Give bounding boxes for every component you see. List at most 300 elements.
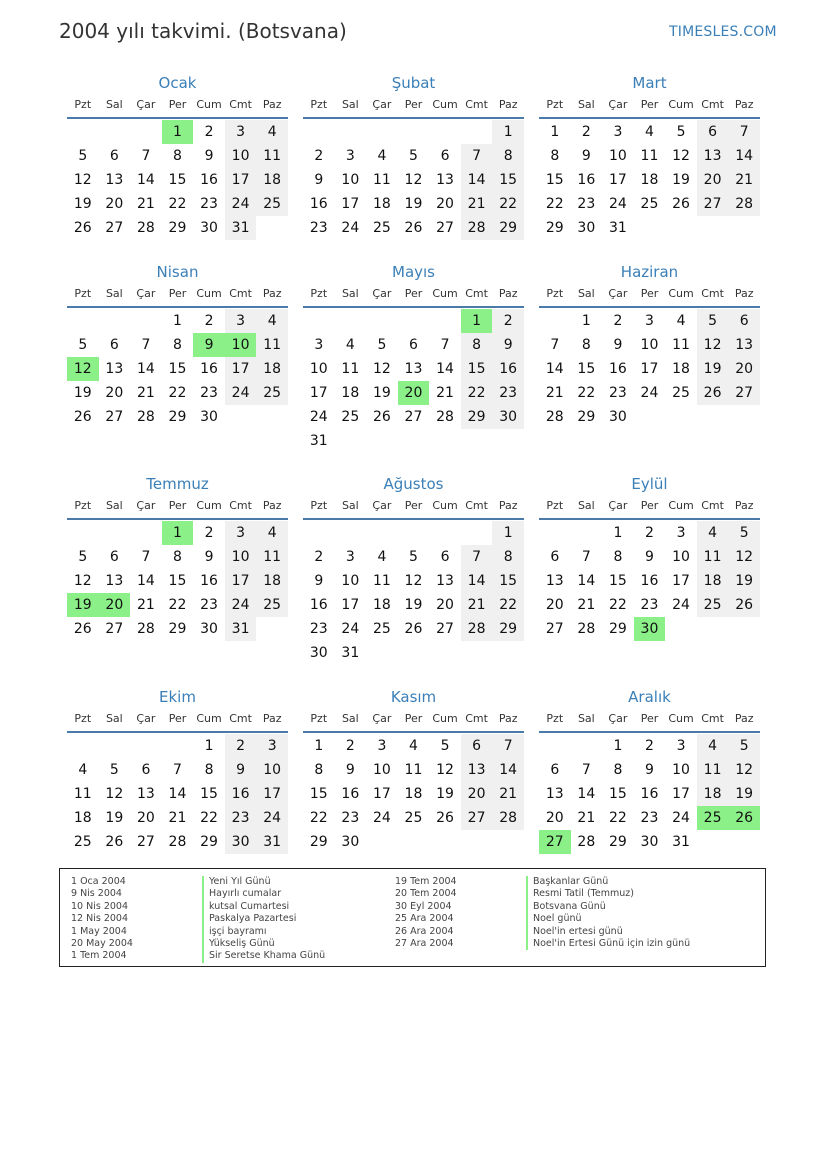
day-cell: 7 <box>550 337 560 353</box>
day-cell: 6 <box>141 762 151 778</box>
weekday-label: Pzt <box>74 98 92 111</box>
weekday-label: Çar <box>136 287 156 300</box>
day-cell: 7 <box>141 148 151 164</box>
day-cell: 4 <box>697 521 729 545</box>
day-cell: 6 <box>550 549 560 565</box>
day-cell: 18 <box>256 168 288 192</box>
day-cell: 2 <box>225 734 257 758</box>
month-block <box>67 262 288 429</box>
legend-holiday-name: Noel'in Ertesi Günü için izin günü <box>526 938 690 950</box>
weekday-label: Pzt <box>310 287 328 300</box>
empty-cell <box>429 120 461 144</box>
day-cell: 3 <box>613 124 623 140</box>
empty-cell <box>303 521 335 545</box>
day-grid <box>303 734 524 854</box>
day-cell: 28 <box>136 621 155 637</box>
day-cell: 22 <box>608 810 627 826</box>
day-cell: 20 <box>461 782 493 806</box>
weekday-header <box>539 709 760 733</box>
weekday-label: Çar <box>608 499 628 512</box>
day-cell: 30 <box>200 220 218 236</box>
day-cell: 27 <box>105 409 124 425</box>
day-cell: 14 <box>461 168 493 192</box>
holiday-day-cell: 10 <box>225 333 257 357</box>
day-cell: 9 <box>581 148 591 164</box>
day-cell: 4 <box>256 309 288 333</box>
weekday-header <box>303 284 524 308</box>
weekday-header <box>67 496 288 520</box>
day-cell: 5 <box>78 549 88 565</box>
day-cell: 30 <box>492 405 524 429</box>
day-cell: 9 <box>314 573 324 589</box>
day-cell: 26 <box>73 621 92 637</box>
month-name: Aralık <box>628 688 671 706</box>
day-cell: 24 <box>256 806 288 830</box>
day-cell: 16 <box>225 782 257 806</box>
day-cell: 2 <box>204 313 214 329</box>
day-cell: 30 <box>577 220 596 236</box>
holiday-day-cell: 20 <box>99 593 131 617</box>
day-cell: 10 <box>225 144 257 168</box>
day-cell: 22 <box>492 593 524 617</box>
weekday-label: Cum <box>432 287 458 300</box>
day-cell: 11 <box>697 545 729 569</box>
day-cell: 2 <box>204 124 214 140</box>
day-cell: 27 <box>728 381 760 405</box>
weekday-label: Paz <box>734 98 754 111</box>
day-cell: 29 <box>168 621 187 637</box>
day-cell: 30 <box>200 409 218 425</box>
month-name: Ocak <box>158 74 197 92</box>
day-cell: 27 <box>436 220 454 236</box>
day-cell: 28 <box>577 834 596 850</box>
weekday-label: Sal <box>105 287 123 300</box>
holiday-day-cell: 30 <box>634 617 666 641</box>
day-cell: 28 <box>728 192 760 216</box>
day-cell: 4 <box>409 738 418 754</box>
day-cell: 7 <box>461 144 493 168</box>
day-cell: 27 <box>461 806 493 830</box>
day-grid <box>303 120 524 240</box>
month-name: Ağustos <box>383 475 444 493</box>
day-cell: 8 <box>492 545 524 569</box>
day-cell: 14 <box>136 361 155 377</box>
day-cell: 30 <box>309 645 328 661</box>
day-cell: 19 <box>436 786 454 802</box>
weekday-label: Çar <box>136 712 156 725</box>
weekday-label: Çar <box>608 287 628 300</box>
day-cell: 5 <box>728 521 760 545</box>
day-cell: 21 <box>577 597 596 613</box>
day-cell: 9 <box>645 762 654 778</box>
day-cell: 19 <box>672 172 690 188</box>
day-cell: 12 <box>105 786 124 802</box>
day-cell: 28 <box>492 806 524 830</box>
legend-date: 30 Eyl 2004 <box>395 900 452 912</box>
day-cell: 9 <box>492 333 524 357</box>
day-cell: 23 <box>200 196 218 212</box>
day-cell: 11 <box>256 545 288 569</box>
day-cell: 7 <box>173 762 182 778</box>
empty-cell <box>99 521 131 545</box>
day-cell: 29 <box>492 216 524 240</box>
weekday-label: Paz <box>498 287 518 300</box>
day-cell: 12 <box>404 573 423 589</box>
day-cell: 3 <box>345 549 355 565</box>
weekday-label: Per <box>640 712 659 725</box>
day-cell: 15 <box>608 786 627 802</box>
day-cell: 21 <box>136 597 155 613</box>
empty-cell <box>539 309 571 333</box>
weekday-header <box>539 496 760 520</box>
day-cell: 7 <box>440 337 450 353</box>
day-cell: 21 <box>168 810 187 826</box>
day-cell: 11 <box>640 148 659 164</box>
day-cell: 13 <box>461 758 493 782</box>
day-cell: 10 <box>608 148 627 164</box>
holiday-day-cell: 27 <box>539 830 571 854</box>
day-cell: 15 <box>309 786 328 802</box>
day-cell: 5 <box>78 148 88 164</box>
weekday-label: Cum <box>668 712 694 725</box>
legend-date: 1 Tem 2004 <box>71 950 127 962</box>
day-cell: 29 <box>200 834 218 850</box>
day-cell: 29 <box>577 409 596 425</box>
day-cell: 24 <box>341 220 360 236</box>
day-cell: 13 <box>545 573 564 589</box>
day-cell: 20 <box>136 810 155 826</box>
day-cell: 15 <box>168 573 187 589</box>
day-cell: 15 <box>608 573 627 589</box>
weekday-header <box>67 95 288 119</box>
weekday-label: Çar <box>372 98 392 111</box>
day-cell: 28 <box>168 834 187 850</box>
day-cell: 20 <box>105 196 124 212</box>
weekday-header <box>539 284 760 308</box>
day-cell: 17 <box>372 786 391 802</box>
page-title: 2004 yılı takvimi. (Botsvana) <box>59 19 347 43</box>
day-cell: 20 <box>105 385 124 401</box>
month-name: Ekim <box>159 688 196 706</box>
day-cell: 11 <box>372 573 391 589</box>
day-cell: 9 <box>345 762 355 778</box>
day-cell: 28 <box>136 220 155 236</box>
day-cell: 9 <box>204 148 214 164</box>
weekday-label: Pzt <box>310 98 328 111</box>
day-cell: 30 <box>200 621 218 637</box>
day-cell: 5 <box>377 337 387 353</box>
empty-cell <box>398 309 430 333</box>
day-cell: 27 <box>105 220 124 236</box>
day-cell: 12 <box>728 758 760 782</box>
day-cell: 19 <box>372 385 391 401</box>
day-cell: 13 <box>728 333 760 357</box>
day-cell: 19 <box>728 569 760 593</box>
month-name: Temmuz <box>146 475 209 493</box>
legend-names-left <box>202 876 325 963</box>
day-cell: 18 <box>256 569 288 593</box>
day-cell: 14 <box>492 758 524 782</box>
day-cell: 31 <box>256 830 288 854</box>
weekday-label: Cum <box>668 499 694 512</box>
day-cell: 8 <box>550 148 560 164</box>
day-cell: 23 <box>640 810 659 826</box>
day-cell: 4 <box>377 549 387 565</box>
day-cell: 11 <box>372 172 391 188</box>
weekday-label: Paz <box>262 499 282 512</box>
day-cell: 1 <box>613 525 623 541</box>
empty-cell <box>571 734 603 758</box>
weekday-label: Cum <box>196 712 222 725</box>
day-cell: 10 <box>372 762 391 778</box>
day-cell: 18 <box>73 810 92 826</box>
day-cell: 11 <box>256 144 288 168</box>
day-cell: 14 <box>136 172 155 188</box>
empty-cell <box>398 120 430 144</box>
day-cell: 13 <box>697 144 729 168</box>
legend-date: 25 Ara 2004 <box>395 913 454 925</box>
day-cell: 25 <box>697 593 729 617</box>
empty-cell <box>99 734 131 758</box>
day-cell: 30 <box>608 409 627 425</box>
day-cell: 26 <box>404 220 423 236</box>
empty-cell <box>130 309 162 333</box>
empty-cell <box>539 521 571 545</box>
weekday-label: Per <box>640 287 659 300</box>
day-cell: 23 <box>608 385 627 401</box>
day-cell: 7 <box>141 549 151 565</box>
weekday-label: Sal <box>341 287 359 300</box>
day-cell: 16 <box>640 573 659 589</box>
day-cell: 24 <box>341 621 360 637</box>
day-cell: 28 <box>461 216 493 240</box>
day-cell: 16 <box>200 172 218 188</box>
day-cell: 23 <box>309 220 328 236</box>
day-cell: 31 <box>225 617 257 641</box>
day-cell: 19 <box>404 597 423 613</box>
day-cell: 16 <box>200 361 218 377</box>
day-cell: 4 <box>377 148 387 164</box>
weekday-label: Çar <box>608 98 628 111</box>
empty-cell <box>571 521 603 545</box>
day-cell: 2 <box>645 738 654 754</box>
day-cell: 28 <box>461 617 493 641</box>
day-cell: 22 <box>168 597 187 613</box>
day-cell: 5 <box>78 337 88 353</box>
month-name: Eylül <box>631 475 668 493</box>
day-cell: 8 <box>173 148 182 164</box>
legend-dates-left <box>71 876 133 963</box>
day-cell: 2 <box>492 309 524 333</box>
day-cell: 2 <box>345 738 355 754</box>
day-cell: 9 <box>613 337 623 353</box>
day-cell: 15 <box>461 357 493 381</box>
day-cell: 27 <box>545 621 564 637</box>
weekday-label: Sal <box>105 98 123 111</box>
day-cell: 18 <box>372 597 391 613</box>
day-cell: 24 <box>640 385 659 401</box>
day-cell: 29 <box>168 220 187 236</box>
day-cell: 21 <box>577 810 596 826</box>
weekday-label: Cum <box>432 712 458 725</box>
day-cell: 11 <box>697 758 729 782</box>
day-cell: 14 <box>136 573 155 589</box>
day-cell: 19 <box>73 196 92 212</box>
weekday-label: Per <box>404 287 423 300</box>
weekday-label: Cum <box>432 98 458 111</box>
day-cell: 25 <box>404 810 423 826</box>
day-cell: 13 <box>105 573 124 589</box>
day-cell: 12 <box>404 172 423 188</box>
legend-date: 10 Nis 2004 <box>71 900 128 912</box>
legend-names-right <box>526 876 690 950</box>
empty-cell <box>539 734 571 758</box>
day-cell: 4 <box>645 124 654 140</box>
day-cell: 24 <box>372 810 391 826</box>
day-cell: 12 <box>728 545 760 569</box>
day-cell: 23 <box>640 597 659 613</box>
day-cell: 27 <box>105 621 124 637</box>
day-cell: 29 <box>461 405 493 429</box>
day-cell: 11 <box>672 337 690 353</box>
day-cell: 18 <box>640 172 659 188</box>
day-cell: 16 <box>492 357 524 381</box>
holiday-day-cell: 1 <box>162 120 194 144</box>
day-cell: 13 <box>105 361 124 377</box>
day-cell: 14 <box>168 786 187 802</box>
weekday-label: Per <box>168 98 187 111</box>
day-cell: 9 <box>225 758 257 782</box>
legend-holiday-name: Yeni Yıl Günü <box>202 876 325 888</box>
day-cell: 18 <box>341 385 360 401</box>
month-block <box>539 73 760 240</box>
weekday-label: Cum <box>432 499 458 512</box>
day-cell: 6 <box>109 148 119 164</box>
day-cell: 6 <box>550 762 560 778</box>
weekday-label: Paz <box>262 287 282 300</box>
day-cell: 19 <box>697 357 729 381</box>
weekday-label: Cum <box>668 287 694 300</box>
month-block <box>67 474 288 641</box>
weekday-label: Çar <box>608 712 628 725</box>
day-cell: 19 <box>728 782 760 806</box>
day-cell: 3 <box>225 120 257 144</box>
day-grid <box>67 734 288 854</box>
month-block <box>539 474 760 641</box>
day-cell: 22 <box>168 196 187 212</box>
legend-holiday-name: Noel günü <box>526 913 690 925</box>
brand-link[interactable]: TIMESLES.COM <box>669 24 777 40</box>
day-cell: 27 <box>697 192 729 216</box>
weekday-label: Cmt <box>465 712 488 725</box>
day-cell: 22 <box>577 385 596 401</box>
day-cell: 20 <box>545 597 564 613</box>
day-cell: 14 <box>577 573 596 589</box>
day-cell: 21 <box>728 168 760 192</box>
day-cell: 3 <box>314 337 324 353</box>
legend-date: 20 Tem 2004 <box>395 888 457 900</box>
day-cell: 24 <box>672 597 690 613</box>
weekday-label: Çar <box>136 98 156 111</box>
month-block <box>303 262 524 453</box>
day-cell: 4 <box>697 734 729 758</box>
day-cell: 11 <box>404 762 423 778</box>
day-cell: 16 <box>640 786 659 802</box>
day-cell: 10 <box>640 337 659 353</box>
day-cell: 25 <box>372 220 391 236</box>
day-cell: 12 <box>672 148 690 164</box>
day-cell: 24 <box>309 409 328 425</box>
weekday-label: Pzt <box>74 712 92 725</box>
legend-date: 9 Nis 2004 <box>71 888 122 900</box>
day-cell: 2 <box>314 148 324 164</box>
weekday-header <box>303 95 524 119</box>
day-cell: 25 <box>372 621 391 637</box>
weekday-label: Cum <box>196 98 222 111</box>
day-cell: 29 <box>309 834 328 850</box>
holiday-day-cell: 9 <box>193 333 225 357</box>
day-cell: 22 <box>200 810 218 826</box>
day-cell: 4 <box>256 521 288 545</box>
weekday-label: Per <box>168 499 187 512</box>
empty-cell <box>366 521 398 545</box>
empty-cell <box>335 120 367 144</box>
day-cell: 18 <box>697 782 729 806</box>
day-cell: 25 <box>672 385 690 401</box>
holiday-day-cell: 20 <box>398 381 430 405</box>
day-cell: 22 <box>309 810 328 826</box>
day-cell: 12 <box>73 172 92 188</box>
holiday-day-cell: 25 <box>697 806 729 830</box>
empty-cell <box>366 120 398 144</box>
day-grid <box>303 309 524 453</box>
holiday-day-cell: 12 <box>67 357 99 381</box>
weekday-label: Cum <box>668 98 694 111</box>
day-cell: 6 <box>461 734 493 758</box>
legend-holiday-name: Resmi Tatil (Temmuz) <box>526 888 690 900</box>
day-cell: 21 <box>545 385 564 401</box>
weekday-label: Paz <box>498 499 518 512</box>
day-cell: 29 <box>492 617 524 641</box>
legend-holiday-name: Noel'in ertesi günü <box>526 926 690 938</box>
weekday-label: Pzt <box>74 287 92 300</box>
day-cell: 5 <box>728 734 760 758</box>
day-cell: 2 <box>613 313 623 329</box>
month-block <box>67 687 288 854</box>
legend-date: 27 Ara 2004 <box>395 938 454 950</box>
weekday-label: Pzt <box>546 98 564 111</box>
day-cell: 7 <box>581 762 591 778</box>
day-cell: 21 <box>436 385 454 401</box>
day-cell: 10 <box>341 573 360 589</box>
day-cell: 5 <box>697 309 729 333</box>
empty-cell <box>303 309 335 333</box>
day-cell: 6 <box>728 309 760 333</box>
day-cell: 30 <box>225 830 257 854</box>
day-cell: 15 <box>168 172 187 188</box>
day-cell: 5 <box>440 738 450 754</box>
day-cell: 23 <box>225 806 257 830</box>
day-cell: 31 <box>341 645 360 661</box>
empty-cell <box>67 309 99 333</box>
day-cell: 30 <box>640 834 659 850</box>
day-cell: 24 <box>672 810 690 826</box>
day-cell: 24 <box>608 196 627 212</box>
holiday-day-cell: 1 <box>461 309 493 333</box>
day-cell: 17 <box>640 361 659 377</box>
day-cell: 4 <box>256 120 288 144</box>
day-cell: 11 <box>73 786 92 802</box>
